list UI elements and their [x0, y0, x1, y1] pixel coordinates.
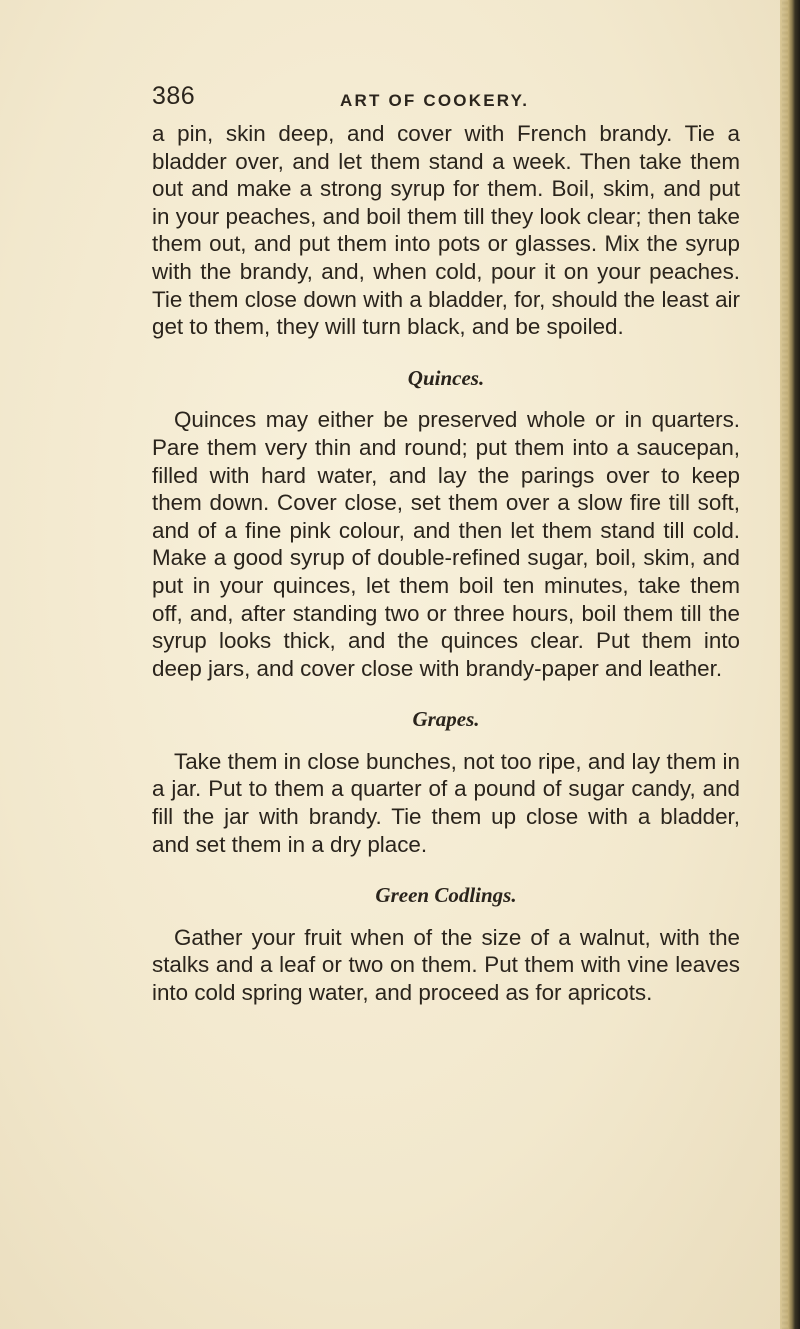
page-edge-texture [782, 0, 788, 1329]
spacer [152, 734, 740, 748]
heading-text: Grapes. [412, 707, 480, 732]
heading-text: Quinces. [407, 365, 485, 390]
heading-text: Green Codlings. [375, 883, 517, 908]
spacer [152, 858, 740, 882]
paragraph-green-codlings: Gather your fruit when of the size of a walnut, with the stalks and a leaf or two on them. Put them with vine leaves into cold spring water, and proceed as for apricots. [152, 924, 740, 1006]
spacer [152, 682, 740, 706]
paragraph-quinces: Quinces may either be preserved whole or in quarters. Pare them very thin and round; put them into a saucepan, filled with hard water, and lay the parings over to keep them down. Cover close, set them over a slow fire till soft, and of a fine pink colour, and then let them stand till cold. Make a good syrup of double-refined sugar, boil, skim, and put in your quinces, let them boil ten minutes, take them off, and, after standing two or three hours, boil them till the syrup looks thick, and the quinces clear. Put them into deep jars, and cover close with brandy-paper and leather. [152, 407, 740, 681]
paragraph-grapes: Take them in close bunches, not too ripe, and lay them in a jar. Put to them a quarter of a pound of sugar candy, and fill the jar with brandy. Tie them up close with a bladder, and set them in a dry place. [152, 748, 740, 857]
spacer [152, 392, 740, 406]
section-heading-green-codlings [152, 882, 740, 910]
spacer [152, 910, 740, 924]
continued-paragraph-peaches: a pin, skin deep, and cover with French brandy. Tie a bladder over, and let them stand a week. Then take them out and make a strong syrup for them. Boil, skim, and put in your peaches, and boil them till they look clear; then take them out, and put them into pots or glasses. Mix the syrup with the brandy, and, when cold, pour it on your peaches. Tie them close down with a bladder, for, should the least air get to them, they will turn black, and be spoiled. [152, 121, 740, 340]
page-body [152, 120, 740, 1007]
page-number: 386 [152, 82, 196, 110]
spacer [152, 341, 740, 365]
running-title: ART OF COOKERY. [340, 91, 530, 110]
section-heading-grapes [152, 706, 740, 734]
section-heading-quinces [152, 365, 740, 393]
running-head [152, 82, 752, 122]
